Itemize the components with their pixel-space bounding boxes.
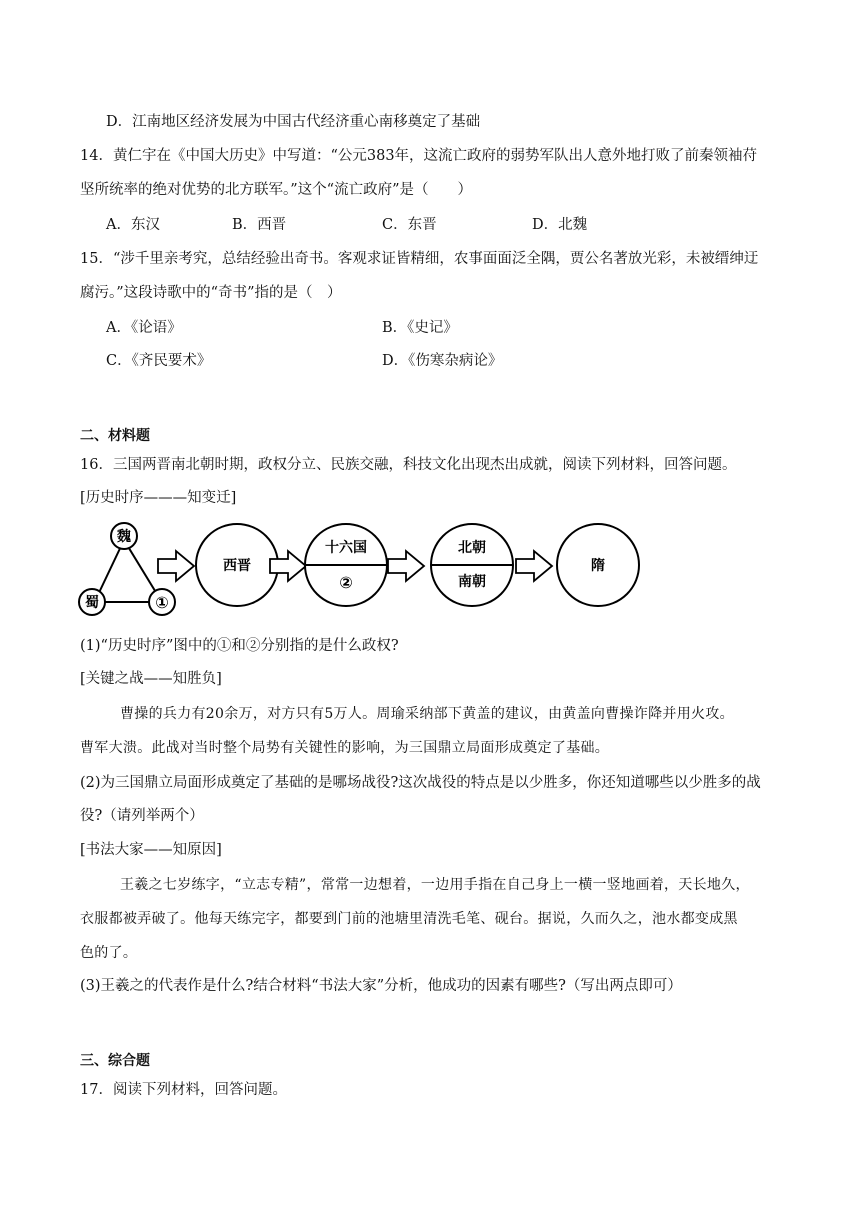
circle2-label: ② — [339, 573, 353, 592]
q16-sub2-line1: (2)为三国鼎立局面形成奠定了基础的是哪场战役?这次战役的特点是以少胜多，你还知道哪些以少胜多的战 — [80, 775, 761, 791]
xijin-label: 西晋 — [223, 558, 251, 574]
q16-timeline-heading: [历史时序———知变迁] — [80, 490, 237, 506]
q16-intro: 16．三国两晋南北朝时期，政权分立、民族交融，科技文化出现杰出成就，阅读下列材料，回答问题。 — [80, 457, 737, 473]
shu-label: 蜀 — [85, 595, 99, 611]
q16-battle-text-line2: 曹军大溃。此战对当时整个局势有关键性的影响，为三国鼎立局面形成奠定了基础。 — [80, 740, 610, 756]
beichao-label: 北朝 — [458, 540, 486, 556]
q16-sub2-line2: 役?（请列举两个） — [80, 808, 204, 824]
q15-option-c: C．《齐民要术》 — [106, 353, 212, 369]
q16-calligraphy-heading: [书法大家——知原因] — [80, 842, 222, 858]
q15-stem-line2: 腐污。”这段诗歌中的“奇书”指的是（ ） — [80, 285, 342, 301]
q14-option-d: D．北魏 — [532, 217, 588, 233]
shiliuguo-label: 十六国 — [325, 540, 367, 556]
section3-title: 三、综合题 — [80, 1053, 150, 1069]
arrow-3 — [388, 551, 424, 581]
q16-sub1: (1)“历史时序”图中的①和②分别指的是什么政权? — [80, 638, 399, 654]
q15-stem-line1: 15．“涉千里亲考究，总结经验出奇书。客观求证皆精细，农事面面泛全隅，贾公名著放光彩，未被缙绅迂 — [80, 251, 759, 267]
q14-option-c: C．东晋 — [382, 217, 437, 233]
q16-battle-text-line1: 曹操的兵力有20余万，对方只有5万人。周瑜采纳部下黄盖的建议，由黄盖向曹操诈降并用火攻。 — [120, 706, 734, 722]
q16-battle-heading: [关键之战——知胜负] — [80, 671, 222, 687]
q16-calligraphy-text-line1: 王羲之七岁练字，“立志专精”，常常一边想着，一边用手指在自己身上一横一竖地画着，天长地久， — [120, 877, 750, 893]
q15-option-d: D．《伤寒杂病论》 — [382, 353, 503, 369]
q14-stem-line1: 14．黄仁宇在《中国大历史》中写道：“公元383年，这流亡政府的弱势军队出人意外地打败了前秦领袖苻 — [80, 148, 758, 164]
q13-option-d: D．江南地区经济发展为中国古代经济重心南移奠定了基础 — [106, 114, 481, 130]
section2-title: 二、材料题 — [80, 428, 150, 444]
q14-stem-line2: 坚所统率的绝对优势的北方联军。”这个“流亡政府”是（ ） — [80, 182, 472, 198]
q17-intro: 17．阅读下列材料，回答问题。 — [80, 1082, 287, 1098]
circle1-label: ① — [155, 593, 169, 612]
q15-option-a: A．《论语》 — [106, 320, 182, 336]
history-timeline-diagram — [76, 522, 656, 622]
q16-sub3: (3)王羲之的代表作是什么?结合材料“书法大家”分析，他成功的因素有哪些?（写出两点即可） — [80, 978, 682, 994]
q14-option-a: A．东汉 — [106, 217, 160, 233]
q16-calligraphy-text-line3: 色的了。 — [80, 945, 138, 961]
q15-option-b: B．《史记》 — [382, 320, 458, 336]
q16-calligraphy-text-line2: 衣服都被弄破了。他每天练完字，都要到门前的池塘里清洗毛笔、砚台。据说，久而久之，池水都变成黑 — [80, 911, 738, 927]
arrow-4 — [516, 551, 552, 581]
sui-label: 隋 — [591, 558, 605, 574]
nanchao-label: 南朝 — [458, 574, 486, 590]
q14-option-b: B．西晋 — [232, 217, 287, 233]
arrow-1 — [158, 551, 194, 581]
wei-label: 魏 — [117, 529, 131, 545]
